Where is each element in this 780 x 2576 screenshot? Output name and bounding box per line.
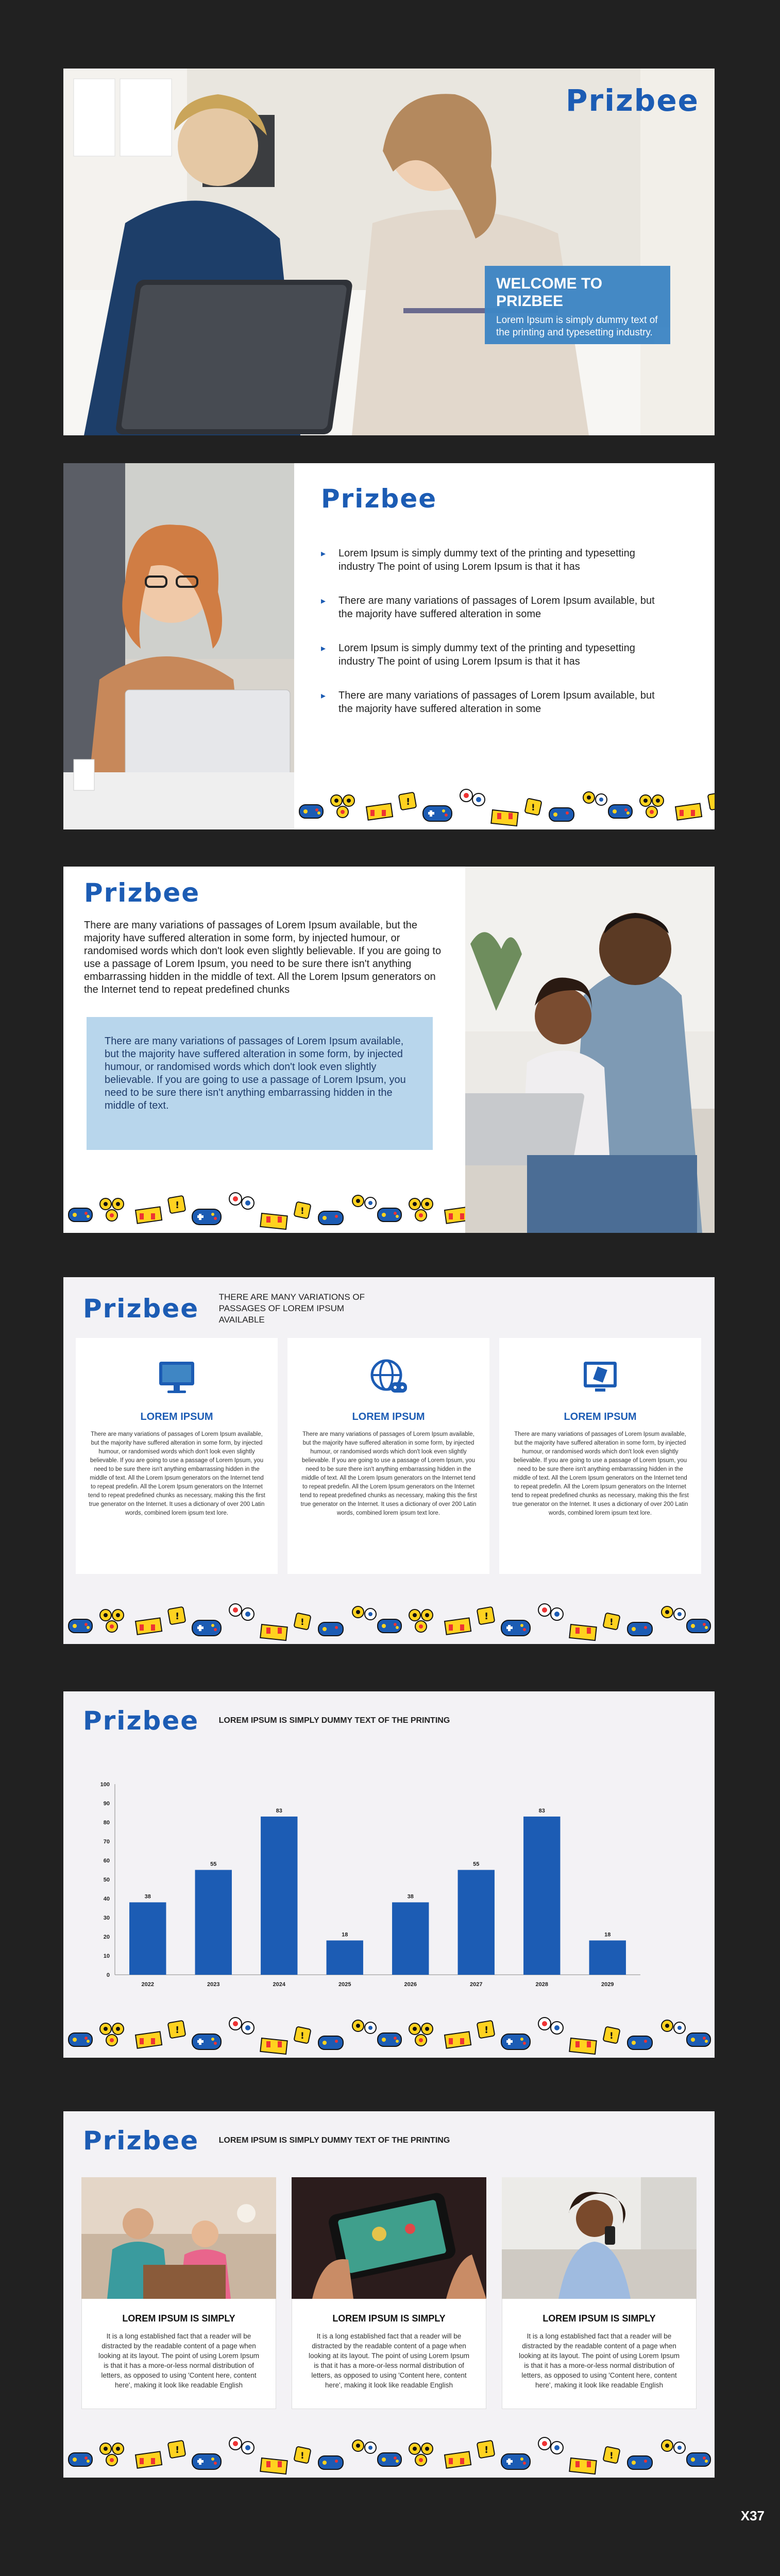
bar-2029	[589, 1940, 626, 1975]
slide-bullets	[63, 463, 715, 829]
welcome-box	[485, 266, 670, 344]
card-text: It is a long established fact that a reader will be distracted by the readable content of a page when looking at its layout. The point of using Lorem Ipsum is that it has a more-or-less normal distribution of letters, as opposed to using 'Content here, content here', making it look like readable English	[309, 2332, 469, 2389]
y-tick-label: 10	[103, 1953, 110, 1959]
card-text: There are many variations of passages of Lorem Ipsum available, but the majority have suffered alteration in some form, by injected humour, or randomised words which don't look even slightly believable. If you are going to use a passage of Lorem Ipsum, you need to be sure there isn't anything embarrassing hidden in the middle of text. All the Lorem Ipsum generators on the Internet tend to repeat predefin. All the Lorem Ipsum generators on the Internet tend to repeat predefined chunks as necessary, making this the first true generator on the Internet. It uses a dictionary of over 200 Latin words, combined lorem ipsum text lore.	[512, 1431, 689, 1516]
card-text: It is a long established fact that a reader will be distracted by the readable content of a page when looking at its layout. The point of using Lorem Ipsum is that it has a more-or-less normal distribution of letters, as opposed to using 'Content here, content here', making it look like readable English	[98, 2332, 259, 2389]
y-tick-label: 40	[103, 1896, 110, 1902]
welcome-title: WELCOME TO PRIZBEE	[496, 275, 603, 310]
photo-mother-kids-gaming	[81, 2177, 276, 2299]
slide-photo-cards	[63, 2111, 715, 2478]
x-tick-label: 2023	[207, 1981, 220, 1988]
x-tick-label: 2028	[535, 1981, 548, 1988]
bar-value-label: 38	[407, 1893, 414, 1900]
card-text: It is a long established fact that a reader will be distracted by the readable content of a page when looking at its layout. The point of using Lorem Ipsum is that it has a more-or-less normal distribution of letters, as opposed to using 'Content here, content here', making it look like readable English	[519, 2332, 680, 2389]
brand-logo: Prizbee	[83, 1294, 199, 1324]
y-tick-label: 0	[106, 1972, 110, 1978]
bar-2026	[392, 1902, 429, 1975]
photo-phone-game	[292, 2177, 486, 2299]
tablet-icon	[580, 1357, 621, 1398]
page-number: X37	[740, 2508, 765, 2523]
card-title: LOREM IPSUM	[140, 1411, 213, 1422]
brand-logo: Prizbee	[566, 83, 699, 118]
welcome-text: Lorem Ipsum is simply dummy text of the printing and typesetting industry.	[496, 315, 658, 338]
y-tick-label: 20	[103, 1934, 110, 1940]
card-title: LOREM IPSUM	[352, 1411, 425, 1422]
bar-value-label: 83	[276, 1807, 282, 1814]
section-header	[83, 2126, 450, 2156]
slide-feature-cards	[63, 1277, 715, 1644]
bar-2027	[458, 1870, 495, 1975]
bar-value-label: 55	[210, 1861, 217, 1868]
bar-value-label: 18	[604, 1931, 611, 1938]
photo-woman-laptop	[63, 463, 294, 829]
bullet-item: ▸ There are many variations of passages of Lorem Ipsum available, but the majority have suffered alteration in some	[321, 594, 656, 621]
y-tick-label: 30	[103, 1915, 110, 1921]
bar-chart	[94, 1779, 682, 1995]
brand-logo: Prizbee	[321, 484, 437, 514]
x-tick-label: 2024	[273, 1981, 285, 1988]
monitor-icon	[156, 1357, 197, 1398]
brand-logo: Prizbee	[83, 1706, 199, 1736]
bar-value-label: 55	[473, 1861, 480, 1868]
photo-card	[292, 2177, 486, 2409]
card-title: LOREM IPSUM IS SIMPLY	[332, 2313, 446, 2324]
game-doodle-border	[63, 2432, 715, 2478]
section-header	[83, 1292, 384, 1326]
x-tick-label: 2029	[601, 1981, 614, 1988]
brand-logo: Prizbee	[84, 878, 200, 908]
bar-2025	[327, 1940, 363, 1975]
bar-2022	[129, 1902, 166, 1975]
bar-2024	[261, 1817, 297, 1975]
game-doodle-border	[63, 1599, 715, 1644]
x-tick-label: 2022	[141, 1981, 154, 1988]
feature-card	[287, 1338, 489, 1574]
game-doodle-border	[294, 784, 715, 829]
section-header	[83, 1706, 450, 1736]
y-tick-label: 90	[103, 1801, 110, 1807]
section-subtitle: THERE ARE MANY VARIATIONS OF PASSAGES OF LOREM IPSUM AVAILABLE	[218, 1292, 365, 1325]
feature-card	[499, 1338, 701, 1574]
body-paragraph: There are many variations of passages of Lorem Ipsum available, but the majority have suffered alteration in some form, by injected humour, or randomised words which don't look even slightly believable. If you are going to use a passage of Lorem Ipsum, you need to be sure there isn't anything embarrassing hidden in the middle of text. All the Lorem Ipsum generators on the Internet tend to repeat predefined chunks	[84, 920, 442, 995]
slide-text-box	[63, 867, 715, 1233]
card-title: LOREM IPSUM IS SIMPLY	[542, 2313, 656, 2324]
photo-father-daughter-laptop	[465, 867, 715, 1233]
photo-card	[81, 2177, 276, 2409]
bullet-item: ▸ Lorem Ipsum is simply dummy text of the printing and typesetting industry The point of using Lorem Ipsum is that it has	[321, 641, 656, 668]
slide-welcome	[63, 69, 715, 435]
card-title: LOREM IPSUM IS SIMPLY	[122, 2313, 235, 2324]
bullet-item: ▸ Lorem Ipsum is simply dummy text of the printing and typesetting industry The point of using Lorem Ipsum is that it has	[321, 547, 656, 573]
card-text: There are many variations of passages of Lorem Ipsum available, but the majority have suffered alteration in some form, by injected humour, or randomised words which don't look even slightly believable. If you are going to use a passage of Lorem Ipsum, you need to be sure there isn't anything embarrassing hidden in the middle of text. All the Lorem Ipsum generators on the Internet tend to repeat predefin. All the Lorem Ipsum generators on the Internet tend to repeat predefined chunks as necessary, making this the first true generator on the Internet. It uses a dictionary of over 200 Latin words, combined lorem ipsum text lore.	[88, 1431, 265, 1516]
x-tick-label: 2027	[470, 1981, 483, 1988]
y-tick-label: 100	[100, 1782, 110, 1788]
highlight-box: There are many variations of passages of Lorem Ipsum available, but the majority have suffered alteration in some form, by injected humour, or randomised words which don't look even slightly believable. If you are going to use a passage of Lorem Ipsum, you need to be sure there isn't anything embarrassing hidden in the middle of text.	[87, 1017, 433, 1150]
globe-gamepad-icon	[368, 1357, 409, 1398]
x-tick-label: 2026	[404, 1981, 417, 1988]
game-doodle-border	[63, 2012, 715, 2058]
bar-value-label: 83	[538, 1807, 545, 1814]
game-doodle-border	[63, 1188, 465, 1233]
x-tick-label: 2025	[338, 1981, 351, 1988]
section-subtitle: LOREM IPSUM IS SIMPLY DUMMY TEXT OF THE PRINTING	[218, 2136, 450, 2145]
feature-card	[76, 1338, 278, 1574]
y-tick-label: 70	[103, 1839, 110, 1845]
bullet-item: ▸ There are many variations of passages of Lorem Ipsum available, but the majority have suffered alteration in some	[321, 689, 656, 716]
bar-2023	[195, 1870, 232, 1975]
chart-title: LOREM IPSUM IS SIMPLY DUMMY TEXT OF THE PRINTING	[218, 1716, 450, 1725]
y-tick-label: 80	[103, 1820, 110, 1826]
photo-woman-phone	[502, 2177, 697, 2299]
y-tick-label: 60	[103, 1858, 110, 1864]
bullet-list	[321, 547, 656, 736]
hero-photo-two-women-laptop	[63, 69, 715, 435]
bar-value-label: 18	[342, 1931, 348, 1938]
photo-card	[502, 2177, 697, 2409]
card-title: LOREM IPSUM	[564, 1411, 637, 1422]
brand-logo: Prizbee	[83, 2126, 199, 2156]
bar-2028	[523, 1817, 560, 1975]
slide-bar-chart	[63, 1691, 715, 2058]
y-tick-label: 50	[103, 1877, 110, 1883]
bar-value-label: 38	[144, 1893, 151, 1900]
card-text: There are many variations of passages of Lorem Ipsum available, but the majority have suffered alteration in some form, by injected humour, or randomised words which don't look even slightly believable. If you are going to use a passage of Lorem Ipsum, you need to be sure there isn't anything embarrassing hidden in the middle of text. All the Lorem Ipsum generators on the Internet tend to repeat predefin. All the Lorem Ipsum generators on the Internet tend to repeat predefined chunks as necessary, making this the first true generator on the Internet. It uses a dictionary of over 200 Latin words, combined lorem ipsum text lore.	[300, 1431, 477, 1516]
